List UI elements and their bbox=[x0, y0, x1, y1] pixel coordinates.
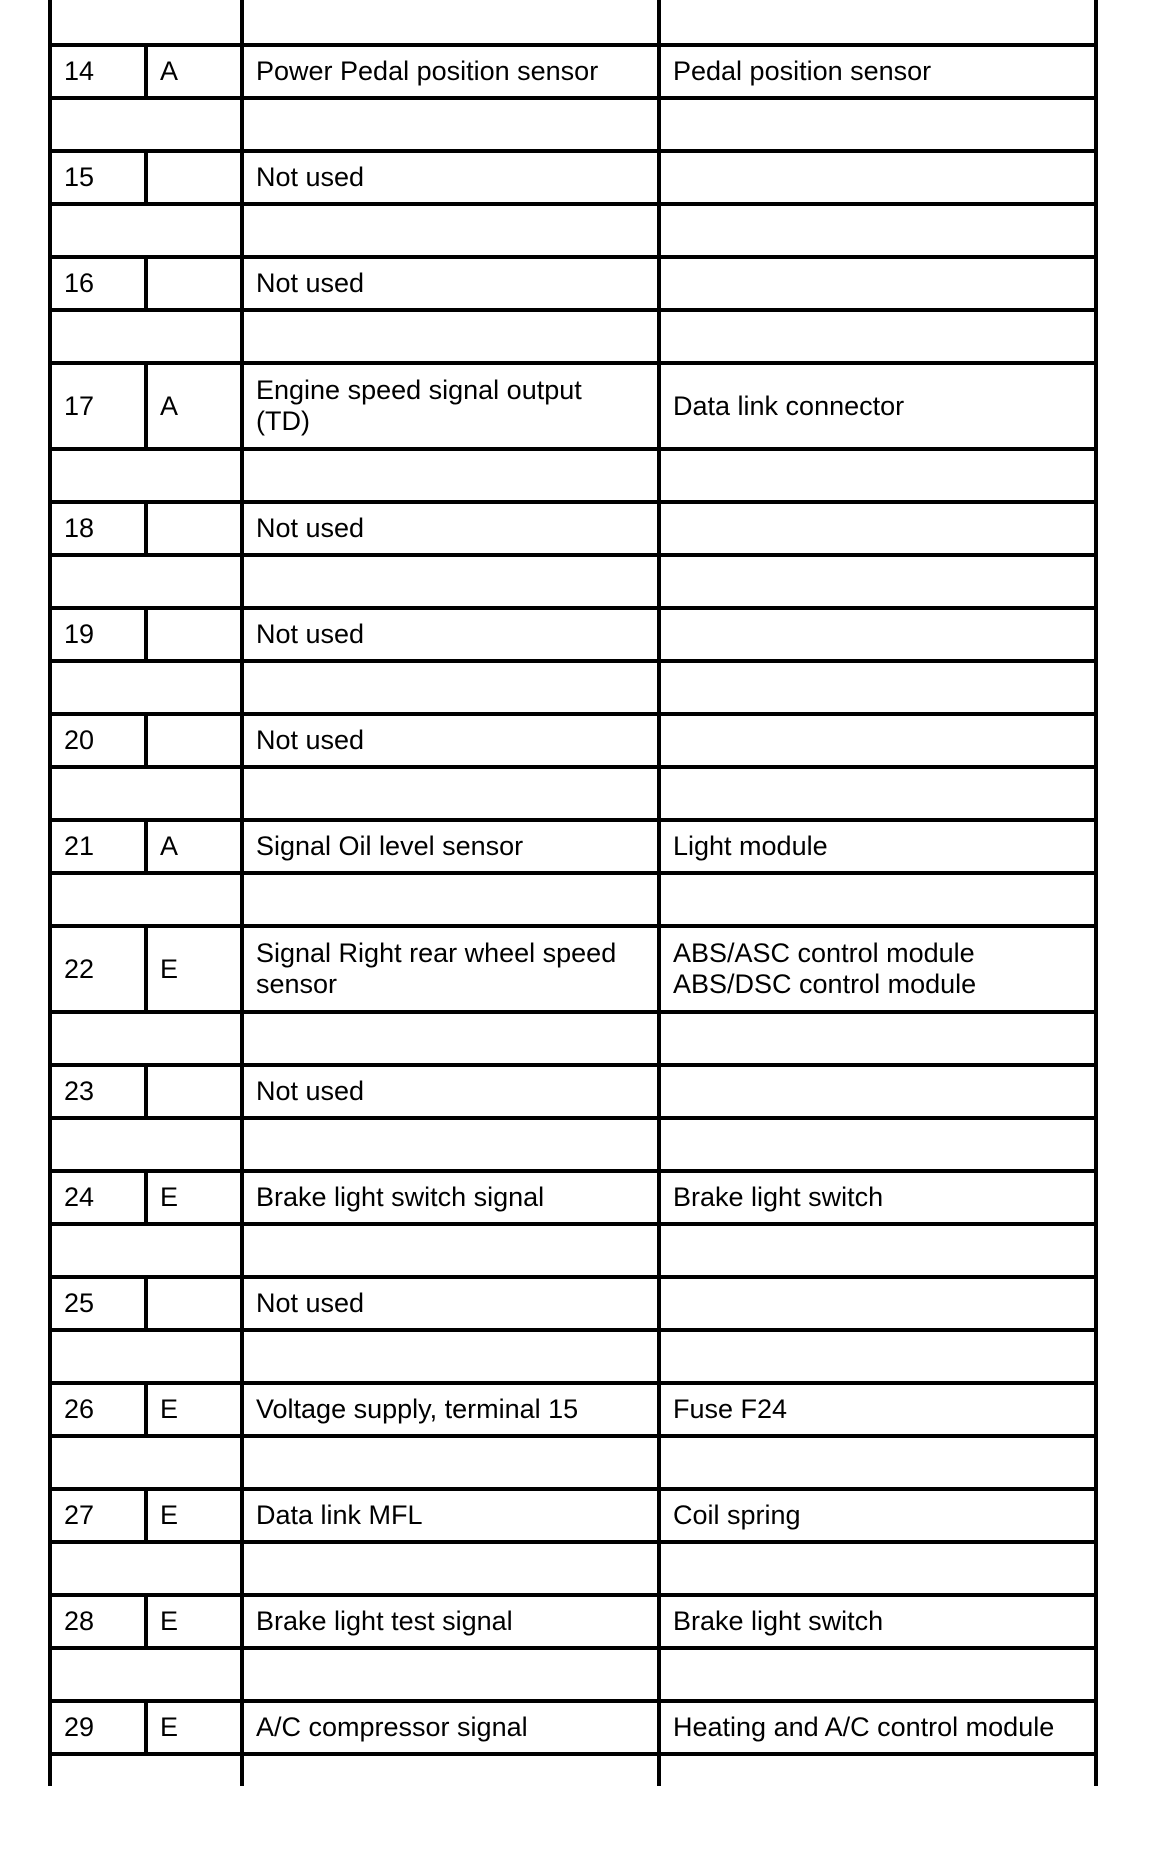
spacer-row bbox=[50, 1436, 1096, 1489]
table-row bbox=[50, 363, 1096, 449]
spacer-row bbox=[50, 555, 1096, 608]
spacer-cell bbox=[50, 1012, 242, 1065]
table-row bbox=[50, 1595, 1096, 1648]
spacer-cell bbox=[659, 661, 1096, 714]
spacer-cell bbox=[50, 1754, 242, 1786]
spacer-cell bbox=[50, 1224, 242, 1277]
connection-cell bbox=[659, 714, 1096, 767]
function-cell: Signal Right rear wheel speed sensor bbox=[242, 926, 659, 1012]
table-row bbox=[50, 257, 1096, 310]
spacer-cell bbox=[50, 1330, 242, 1383]
function-cell: Brake light switch signal bbox=[242, 1171, 659, 1224]
pin-number-cell: 18 bbox=[50, 502, 146, 555]
function-cell: Not used bbox=[242, 502, 659, 555]
pin-number-cell: 28 bbox=[50, 1595, 146, 1648]
connection-cell bbox=[659, 257, 1096, 310]
spacer-cell bbox=[242, 1754, 659, 1786]
spacer-cell bbox=[50, 449, 242, 502]
spacer-row bbox=[50, 1754, 1096, 1786]
pin-number-cell: 24 bbox=[50, 1171, 146, 1224]
function-cell: Signal Oil level sensor bbox=[242, 820, 659, 873]
function-cell: Not used bbox=[242, 151, 659, 204]
signal-type-cell bbox=[146, 608, 242, 661]
spacer-cell bbox=[50, 1436, 242, 1489]
function-cell: Data link MFL bbox=[242, 1489, 659, 1542]
spacer-row bbox=[50, 1330, 1096, 1383]
spacer-cell bbox=[50, 1542, 242, 1595]
spacer-cell bbox=[50, 767, 242, 820]
spacer-cell bbox=[659, 1436, 1096, 1489]
signal-type-cell: E bbox=[146, 926, 242, 1012]
spacer-cell bbox=[659, 1648, 1096, 1701]
function-cell: Power Pedal position sensor bbox=[242, 45, 659, 98]
connection-cell: Brake light switch bbox=[659, 1595, 1096, 1648]
signal-type-cell bbox=[146, 257, 242, 310]
spacer-cell bbox=[242, 0, 659, 45]
pin-number-cell: 15 bbox=[50, 151, 146, 204]
connection-cell bbox=[659, 1065, 1096, 1118]
signal-type-cell: A bbox=[146, 45, 242, 98]
pin-number-cell: 14 bbox=[50, 45, 146, 98]
connection-cell: Brake light switch bbox=[659, 1171, 1096, 1224]
table-row bbox=[50, 1489, 1096, 1542]
spacer-cell bbox=[50, 661, 242, 714]
spacer-row bbox=[50, 310, 1096, 363]
function-cell: Engine speed signal output (TD) bbox=[242, 363, 659, 449]
connection-cell bbox=[659, 608, 1096, 661]
spacer-cell bbox=[242, 661, 659, 714]
spacer-cell bbox=[242, 555, 659, 608]
spacer-row bbox=[50, 1648, 1096, 1701]
table-row bbox=[50, 1171, 1096, 1224]
signal-type-cell bbox=[146, 151, 242, 204]
connection-cell: Fuse F24 bbox=[659, 1383, 1096, 1436]
spacer-cell bbox=[242, 449, 659, 502]
spacer-cell bbox=[242, 1118, 659, 1171]
spacer-row bbox=[50, 1012, 1096, 1065]
pin-number-cell: 16 bbox=[50, 257, 146, 310]
function-cell: Not used bbox=[242, 1277, 659, 1330]
table-row bbox=[50, 502, 1096, 555]
pin-number-cell: 20 bbox=[50, 714, 146, 767]
spacer-cell bbox=[659, 204, 1096, 257]
spacer-cell bbox=[659, 767, 1096, 820]
signal-type-cell bbox=[146, 714, 242, 767]
spacer-cell bbox=[242, 310, 659, 363]
table-row bbox=[50, 714, 1096, 767]
spacer-cell bbox=[242, 767, 659, 820]
table-row bbox=[50, 1383, 1096, 1436]
pin-number-cell: 26 bbox=[50, 1383, 146, 1436]
signal-type-cell bbox=[146, 1065, 242, 1118]
spacer-cell bbox=[659, 0, 1096, 45]
table-row bbox=[50, 45, 1096, 98]
pin-number-cell: 17 bbox=[50, 363, 146, 449]
spacer-cell bbox=[659, 1118, 1096, 1171]
spacer-cell bbox=[50, 310, 242, 363]
spacer-cell bbox=[659, 555, 1096, 608]
function-cell: Brake light test signal bbox=[242, 1595, 659, 1648]
function-cell: Not used bbox=[242, 608, 659, 661]
spacer-cell bbox=[659, 1330, 1096, 1383]
spacer-row bbox=[50, 98, 1096, 151]
table-row bbox=[50, 608, 1096, 661]
signal-type-cell: E bbox=[146, 1595, 242, 1648]
spacer-cell bbox=[50, 555, 242, 608]
connection-cell: ABS/ASC control module ABS/DSC control module bbox=[659, 926, 1096, 1012]
spacer-cell bbox=[242, 1542, 659, 1595]
spacer-cell bbox=[242, 1012, 659, 1065]
connection-cell: Heating and A/C control module bbox=[659, 1701, 1096, 1754]
pin-number-cell: 27 bbox=[50, 1489, 146, 1542]
spacer-cell bbox=[659, 1224, 1096, 1277]
spacer-row bbox=[50, 0, 1096, 45]
function-cell: Not used bbox=[242, 714, 659, 767]
spacer-cell bbox=[659, 98, 1096, 151]
spacer-row bbox=[50, 1118, 1096, 1171]
spacer-row bbox=[50, 767, 1096, 820]
connection-cell: Pedal position sensor bbox=[659, 45, 1096, 98]
spacer-cell bbox=[659, 1542, 1096, 1595]
spacer-cell bbox=[659, 310, 1096, 363]
table-row bbox=[50, 151, 1096, 204]
spacer-cell bbox=[50, 204, 242, 257]
pin-number-cell: 22 bbox=[50, 926, 146, 1012]
spacer-row bbox=[50, 449, 1096, 502]
spacer-cell bbox=[242, 1648, 659, 1701]
signal-type-cell: E bbox=[146, 1489, 242, 1542]
pin-number-cell: 23 bbox=[50, 1065, 146, 1118]
pin-number-cell: 19 bbox=[50, 608, 146, 661]
spacer-row bbox=[50, 661, 1096, 714]
table-row bbox=[50, 1277, 1096, 1330]
connection-cell bbox=[659, 1277, 1096, 1330]
signal-type-cell: A bbox=[146, 363, 242, 449]
connection-cell bbox=[659, 151, 1096, 204]
spacer-cell bbox=[50, 98, 242, 151]
signal-type-cell: E bbox=[146, 1701, 242, 1754]
spacer-cell bbox=[242, 98, 659, 151]
spacer-cell bbox=[659, 449, 1096, 502]
spacer-cell bbox=[659, 1754, 1096, 1786]
table-row bbox=[50, 1065, 1096, 1118]
spacer-row bbox=[50, 1224, 1096, 1277]
spacer-row bbox=[50, 1542, 1096, 1595]
spacer-cell bbox=[659, 1012, 1096, 1065]
connection-cell: Coil spring bbox=[659, 1489, 1096, 1542]
spacer-cell bbox=[242, 1436, 659, 1489]
function-cell: Not used bbox=[242, 1065, 659, 1118]
spacer-cell bbox=[50, 1648, 242, 1701]
spacer-row bbox=[50, 873, 1096, 926]
spacer-cell bbox=[50, 1118, 242, 1171]
pin-number-cell: 25 bbox=[50, 1277, 146, 1330]
connection-cell bbox=[659, 502, 1096, 555]
spacer-cell bbox=[659, 873, 1096, 926]
signal-type-cell bbox=[146, 1277, 242, 1330]
pin-number-cell: 29 bbox=[50, 1701, 146, 1754]
connection-cell: Data link connector bbox=[659, 363, 1096, 449]
spacer-cell bbox=[242, 204, 659, 257]
spacer-row bbox=[50, 204, 1096, 257]
table-row bbox=[50, 926, 1096, 1012]
signal-type-cell: E bbox=[146, 1171, 242, 1224]
pin-number-cell: 21 bbox=[50, 820, 146, 873]
pin-assignment-table bbox=[48, 0, 1098, 1786]
spacer-cell bbox=[242, 1224, 659, 1277]
function-cell: A/C compressor signal bbox=[242, 1701, 659, 1754]
function-cell: Voltage supply, terminal 15 bbox=[242, 1383, 659, 1436]
table-row bbox=[50, 820, 1096, 873]
function-cell: Not used bbox=[242, 257, 659, 310]
connection-cell: Light module bbox=[659, 820, 1096, 873]
signal-type-cell bbox=[146, 502, 242, 555]
signal-type-cell: E bbox=[146, 1383, 242, 1436]
spacer-cell bbox=[242, 873, 659, 926]
spacer-cell bbox=[50, 873, 242, 926]
signal-type-cell: A bbox=[146, 820, 242, 873]
table-row bbox=[50, 1701, 1096, 1754]
spacer-cell bbox=[50, 0, 242, 45]
spacer-cell bbox=[242, 1330, 659, 1383]
